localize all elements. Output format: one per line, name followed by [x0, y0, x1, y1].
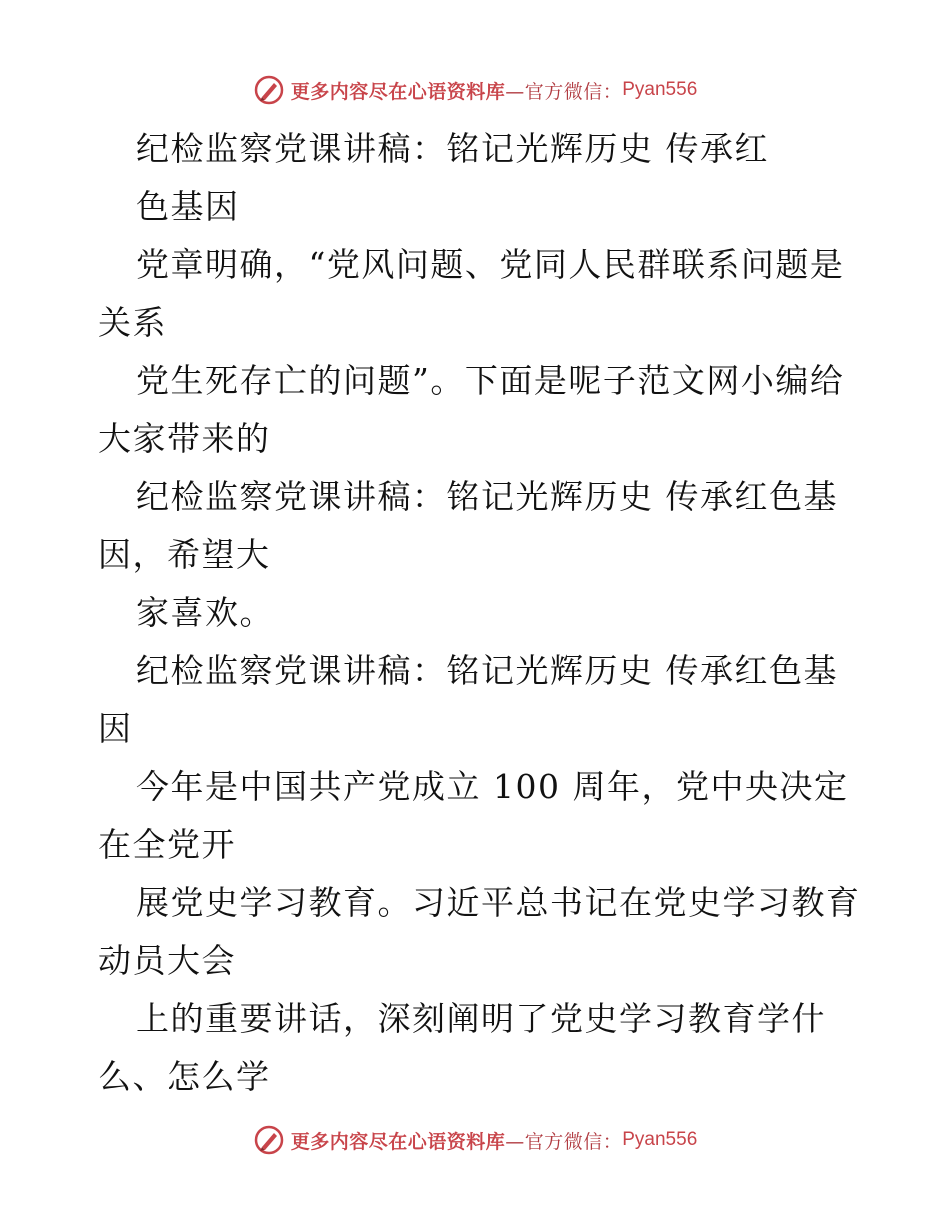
pen-logo-icon	[253, 1124, 285, 1156]
wechat-id: Pyan556	[622, 79, 698, 100]
text-line: 纪检监察党课讲稿：铭记光辉历史 传承红色基	[136, 651, 838, 690]
footer-banner	[0, 1120, 950, 1160]
text-line: 上的重要讲话，深刻阐明了党史学习教育学什	[136, 999, 826, 1038]
text-line: 因	[98, 709, 133, 748]
site-name: 更多内容尽在心语资料库	[290, 1130, 506, 1153]
text-line: 展党史学习教育。习近平总书记在党史学习教育	[136, 883, 861, 922]
text-line: 在全党开	[98, 825, 236, 864]
wechat-id: Pyan556	[622, 1129, 698, 1150]
text-line: 党生死存亡的问题”。下面是呢子范文网小编给	[136, 361, 845, 400]
text-line: 动员大会	[98, 941, 236, 980]
text-line: 么、怎么学	[98, 1057, 271, 1096]
header-banner	[0, 70, 950, 110]
text-line: 党章明确，“党风问题、党同人民群联系问题是	[136, 245, 845, 284]
text-line: 纪检监察党课讲稿：铭记光辉历史 传承红	[136, 129, 769, 168]
text-line: 今年是中国共产党成立 100 周年，党中央决定	[136, 767, 849, 806]
text-line: 关系	[98, 303, 167, 342]
wechat-label: —官方微信：	[505, 80, 623, 103]
text-line: 色基因	[136, 187, 240, 226]
pen-logo-icon	[253, 74, 285, 106]
wechat-label: —官方微信：	[505, 1130, 623, 1153]
text-line: 家喜欢。	[136, 593, 274, 632]
text-line: 因，希望大	[98, 535, 271, 574]
site-name: 更多内容尽在心语资料库	[290, 80, 506, 103]
text-line: 纪检监察党课讲稿：铭记光辉历史 传承红色基	[136, 477, 838, 516]
document-body	[98, 120, 861, 1106]
text-line: 大家带来的	[98, 419, 271, 458]
